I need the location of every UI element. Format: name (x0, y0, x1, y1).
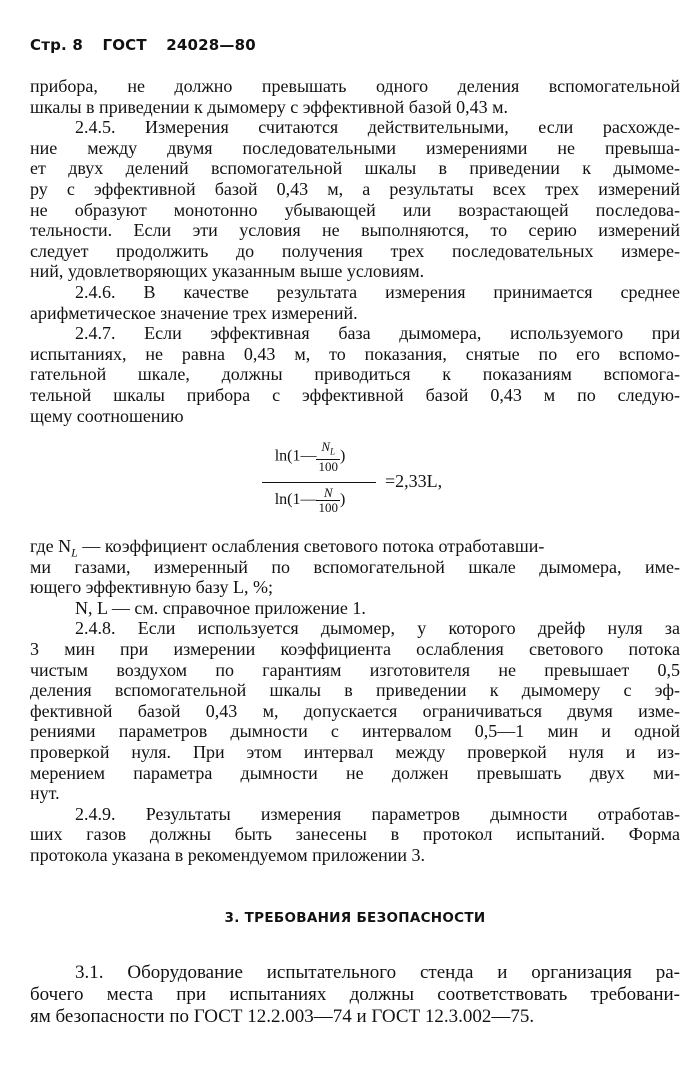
text-line: N, L — см. справочное приложение 1. (75, 597, 366, 618)
text-line: прибора, не должно превышать одного деления вспомогательной (30, 76, 680, 96)
text-line: арифметическое значение трех измерений. (30, 302, 358, 323)
text-line: следует продолжить до получения трех последовательных измере- (30, 240, 680, 261)
text-line: 2.4.9. Результаты измерения параметров дымности отработав- (75, 803, 680, 824)
standard-number: 24028—80 (166, 36, 256, 54)
formula-rhs: =2,33L, (385, 471, 443, 492)
section-heading: 3. ТРЕБОВАНИЯ БЕЗОПАСНОСТИ (224, 909, 486, 926)
paragraph-continuation (30, 76, 680, 117)
text-line: ние между двумя последовательными измерениями не превыша- (30, 137, 680, 158)
text-line: ет двух делений вспомогательной шкалы в приведении к дымоме- (30, 158, 680, 179)
text-line: 3.1. Оборудование испытательного стенда и организация ра- (75, 961, 680, 983)
text-line: 2.4.7. Если эффективная база дымомера, используемого при (75, 323, 680, 344)
text-line: ний, удовлетворяющих указанным выше условиям. (30, 261, 425, 282)
text-line: проверкой нуля. При этом интервал между проверкой нуля и из- (30, 742, 680, 763)
paragraph-2-4-6 (30, 282, 680, 323)
text-line: мерением параметра дымности не должен превышать двух ми- (30, 762, 680, 783)
text-line: 3 мин при измерении коэффициента ослабления светового потока (30, 639, 680, 660)
text-line: шкалы в приведении к дымомеру с эффективной базой 0,43 м. (30, 96, 508, 117)
text-line: не образуют монотонно убывающей или возрастающей последова- (30, 199, 680, 220)
paragraph-3-1 (30, 962, 680, 1028)
formula-denominator: ln(1— $\frac{N}{100}$ ) (274, 485, 346, 516)
page-header (30, 36, 270, 54)
text-line: ми газами, измеренный по вспомогательной шкале дымомера, име- (30, 556, 680, 577)
text-line: деления вспомогательной шкалы в приведении к дымомеру с эф- (30, 680, 680, 701)
text-line: тельности. Если эти условия не выполняются, то серию измерений (30, 220, 680, 241)
text-line: 2.4.5. Измерения считаются действительными, если расхожде- (75, 117, 680, 138)
fraction-bar (262, 482, 376, 483)
paragraph-2-4-7-definitions (30, 536, 680, 618)
text-line: ющего эффективную базу L, %; (30, 577, 274, 598)
formula-numerator: ln(1— $\frac{N_L}{100}$ ) (274, 439, 346, 474)
paragraph-2-4-9 (30, 804, 680, 866)
paragraph-2-4-8 (30, 618, 680, 803)
text-line: рениями параметров дымности с интервалом 0,5—1 мин и одной (30, 721, 680, 742)
text-line: 2.4.6. В качестве результата измерения принимается среднее (75, 281, 680, 302)
text-line: щему соотношению (30, 405, 184, 426)
page-number: Стр. 8 (30, 36, 83, 54)
text-line: протокола указана в рекомендуемом приложении 3. (30, 845, 425, 865)
text-line: ших газов должны быть занесены в протокол испытаний. Форма (30, 824, 680, 845)
text-line: чистым воздухом по гарантиям изготовителя не превышает 0,5 (30, 659, 680, 680)
text-line: фективной базой 0,43 м, допускается ограничиваться двумя изме- (30, 700, 680, 721)
text-line: испытаниях, не равна 0,43 м, то показания, снятые по его вспомо- (30, 343, 680, 364)
text-line: где $N_L$ — коэффициент ослабления светового потока отработавши- (30, 536, 545, 560)
standard-label: ГОСТ (102, 36, 147, 54)
text-line: нут. (30, 783, 60, 804)
text-line: гательной шкале, должны приводиться к показаниям вспомога- (30, 364, 680, 385)
document-body (30, 76, 680, 1028)
text-line: 2.4.8. Если используется дымомер, у которого дрейф нуля за (75, 618, 680, 639)
paragraph-2-4-5 (30, 117, 680, 282)
text-line: бочего места при испытаниях должны соответствовать требовани- (30, 983, 680, 1005)
text-line: тельной шкалы прибора с эффективной базой 0,43 м по следую- (30, 384, 680, 405)
text-line: ру с эффективной базой 0,43 м, а результаты всех трех измерений (30, 178, 680, 199)
paragraph-2-4-7 (30, 323, 680, 426)
text-line: ям безопасности по ГОСТ 12.2.003—74 и ГОСТ 12.3.002—75. (30, 1005, 535, 1027)
formula (30, 440, 680, 528)
